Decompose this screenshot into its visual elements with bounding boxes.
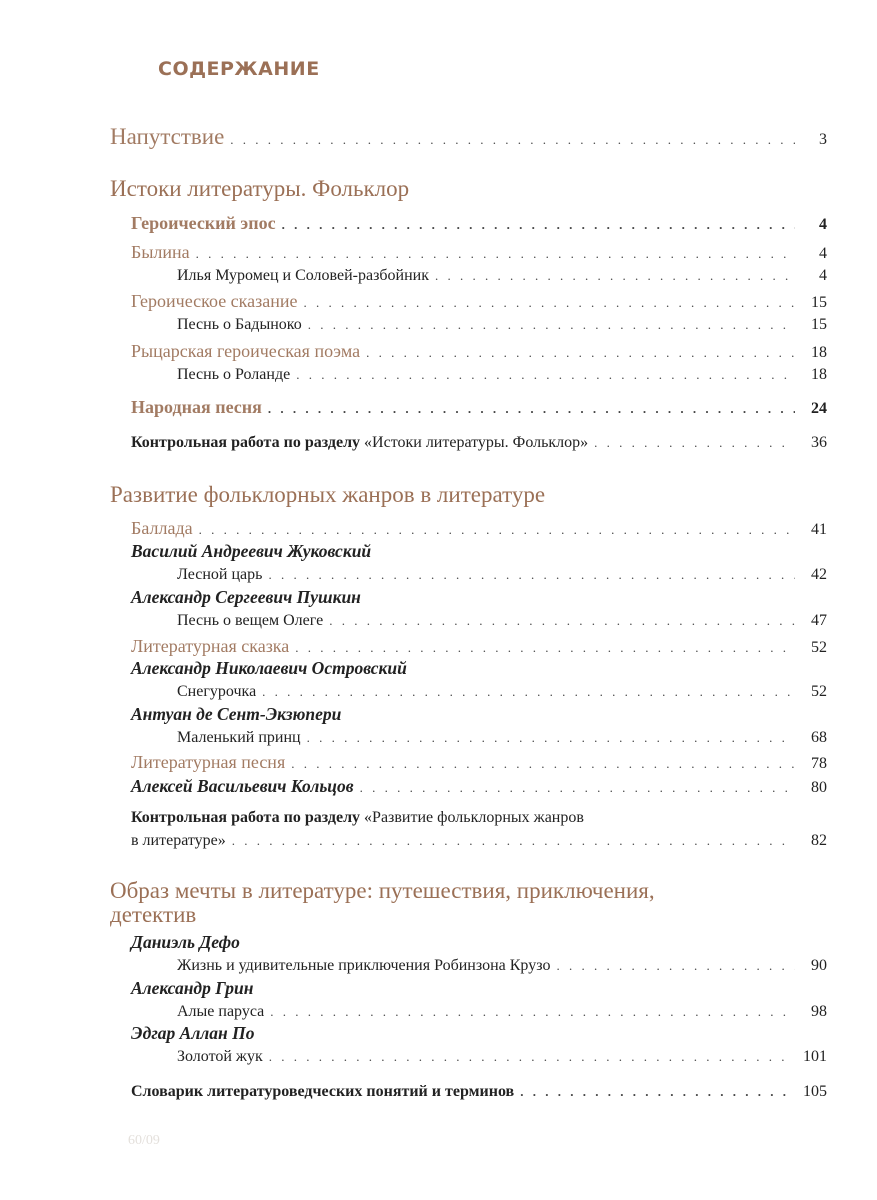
dot-leader xyxy=(296,367,795,383)
entry-label: Литературная сказка xyxy=(131,636,290,656)
page-number: 105 xyxy=(803,1083,827,1100)
toc-entry-ilya[interactable] xyxy=(177,267,827,285)
entry-label: Снегурочка xyxy=(177,683,257,700)
dot-leader xyxy=(366,345,795,361)
entry-label: Литературная песня xyxy=(131,752,286,772)
page-number: 15 xyxy=(811,294,827,311)
section-heading-line2: детектив xyxy=(110,902,197,927)
toc-entry-gold-bug[interactable] xyxy=(177,1048,827,1066)
toc-entry-koltsov[interactable] xyxy=(131,776,827,797)
entry-label: в литературе» xyxy=(131,832,226,849)
entry-label: Золотой жук xyxy=(177,1048,263,1065)
author-grin: Александр Грин xyxy=(131,978,254,998)
toc-entry-test-folk-genres[interactable] xyxy=(131,832,827,850)
page-number: 90 xyxy=(811,957,827,974)
dot-leader xyxy=(199,522,795,538)
page-number: 24 xyxy=(811,400,827,417)
toc-entry-test-folklore[interactable] xyxy=(131,434,827,452)
entry-label: Алексей Васильевич Кольцов xyxy=(131,776,354,796)
entry-label: Лесной царь xyxy=(177,566,263,583)
author-poe: Эдгар Аллан По xyxy=(131,1023,255,1043)
toc-entry-lit-song[interactable] xyxy=(131,752,827,773)
entry-label: Баллада xyxy=(131,518,193,538)
page-number: 68 xyxy=(811,729,827,746)
page-number: 18 xyxy=(811,366,827,383)
toc-title: СОДЕРЖАНИЕ xyxy=(158,58,320,80)
toc-entry-forest-king[interactable] xyxy=(177,566,827,584)
page-number: 101 xyxy=(803,1048,827,1065)
page-number: 4 xyxy=(819,216,827,233)
dot-leader xyxy=(594,435,795,451)
page-number: 42 xyxy=(811,566,827,583)
section-heading-dream xyxy=(110,879,655,927)
dot-leader xyxy=(270,1004,795,1020)
dot-leader xyxy=(303,295,795,311)
entry-label: Песнь о вещем Олеге xyxy=(177,612,324,629)
dot-leader xyxy=(308,317,795,333)
page-number: 52 xyxy=(811,639,827,656)
toc-entry-intro[interactable] xyxy=(110,124,827,150)
page-number: 4 xyxy=(819,245,827,262)
corner-mark: 60/09 xyxy=(128,1131,160,1146)
section-heading-folklore: Истоки литературы. Фольклор xyxy=(110,176,410,201)
page-number: 18 xyxy=(811,344,827,361)
dot-leader xyxy=(435,268,795,284)
toc-entry-test-folk-genres-line1[interactable] xyxy=(131,809,827,827)
page-number: 78 xyxy=(811,755,827,772)
page-number: 4 xyxy=(819,267,827,284)
entry-label-normal: «Развитие фольклорных жанров xyxy=(364,809,584,826)
entry-label: Илья Муромец и Соловей-разбойник xyxy=(177,267,429,284)
page-number: 98 xyxy=(811,1003,827,1020)
dot-leader xyxy=(268,567,795,583)
entry-label xyxy=(131,434,594,452)
section-heading-folk-genres: Развитие фольклорных жанров в литературе xyxy=(110,482,546,507)
page-number: 15 xyxy=(811,316,827,333)
dot-leader xyxy=(262,684,795,700)
entry-label-bold: Контрольная работа по разделу xyxy=(131,434,361,451)
entry-label: Рыцарская героическая поэма xyxy=(131,341,361,361)
author-ostrovsky: Александр Николаевич Островский xyxy=(131,658,407,678)
dot-leader xyxy=(291,756,795,772)
author-exupery: Антуан де Сент-Экзюпери xyxy=(131,704,342,724)
entry-label: Народная песня xyxy=(131,397,262,417)
dot-leader xyxy=(360,780,795,796)
entry-label: Героическое сказание xyxy=(131,291,298,311)
entry-label: Алые паруса xyxy=(177,1003,265,1020)
dot-leader xyxy=(232,833,795,849)
entry-label: Напутствие xyxy=(110,124,225,149)
page-number: 36 xyxy=(811,434,827,451)
toc-entry-glossary[interactable] xyxy=(131,1083,827,1101)
toc-entry-roland[interactable] xyxy=(177,366,827,384)
toc-entry-oleg[interactable] xyxy=(177,612,827,630)
toc-entry-lit-tale[interactable] xyxy=(131,636,827,657)
toc-entry-scarlet-sails[interactable] xyxy=(177,1003,827,1021)
entry-label: Песнь о Роланде xyxy=(177,366,291,383)
entry-label: Былина xyxy=(131,242,190,262)
toc-entry-bylina[interactable] xyxy=(131,242,827,263)
page-number: 47 xyxy=(811,612,827,629)
toc-entry-heroic-epos[interactable] xyxy=(131,213,827,234)
dot-leader xyxy=(520,1084,793,1100)
dot-leader xyxy=(268,401,795,417)
dot-leader xyxy=(230,132,795,148)
author-defoe: Даниэль Дефо xyxy=(131,932,240,952)
toc-entry-little-prince[interactable] xyxy=(177,729,827,747)
dot-leader xyxy=(196,246,795,262)
toc-entry-knight-poem[interactable] xyxy=(131,341,827,362)
dot-leader xyxy=(556,958,795,974)
dot-leader xyxy=(307,730,795,746)
page-number: 52 xyxy=(811,683,827,700)
page-number: 41 xyxy=(811,521,827,538)
entry-label-bold: Контрольная работа по разделу xyxy=(131,809,361,826)
entry-label: Словарик литературоведческих понятий и терминов xyxy=(131,1083,515,1100)
page-number: 82 xyxy=(811,832,827,849)
dot-leader xyxy=(329,613,795,629)
entry-label: Героический эпос xyxy=(131,213,276,233)
toc-entry-heroic-tale[interactable] xyxy=(131,291,827,312)
dot-leader xyxy=(282,217,795,233)
page-number: 80 xyxy=(811,779,827,796)
dot-leader xyxy=(295,640,795,656)
toc-entry-crusoe[interactable] xyxy=(177,957,827,975)
entry-label-normal: «Истоки литературы. Фольклор» xyxy=(364,434,589,451)
entry-label: Жизнь и удивительные приключения Робинзона Крузо xyxy=(177,957,551,974)
toc-entry-badynoko[interactable] xyxy=(177,316,827,334)
page-number: 3 xyxy=(819,131,827,148)
toc-entry-snegurochka[interactable] xyxy=(177,683,827,701)
author-pushkin: Александр Сергеевич Пушкин xyxy=(131,587,361,607)
toc-entry-ballad[interactable] xyxy=(131,518,827,539)
toc-entry-folk-song[interactable] xyxy=(131,397,827,418)
entry-label: Маленький принц xyxy=(177,729,301,746)
dot-leader xyxy=(269,1049,793,1065)
section-heading-line1: Образ мечты в литературе: путешествия, приключения, xyxy=(110,878,655,903)
author-zhukovsky: Василий Андреевич Жуковский xyxy=(131,541,372,561)
entry-label: Песнь о Бадыноко xyxy=(177,316,302,333)
